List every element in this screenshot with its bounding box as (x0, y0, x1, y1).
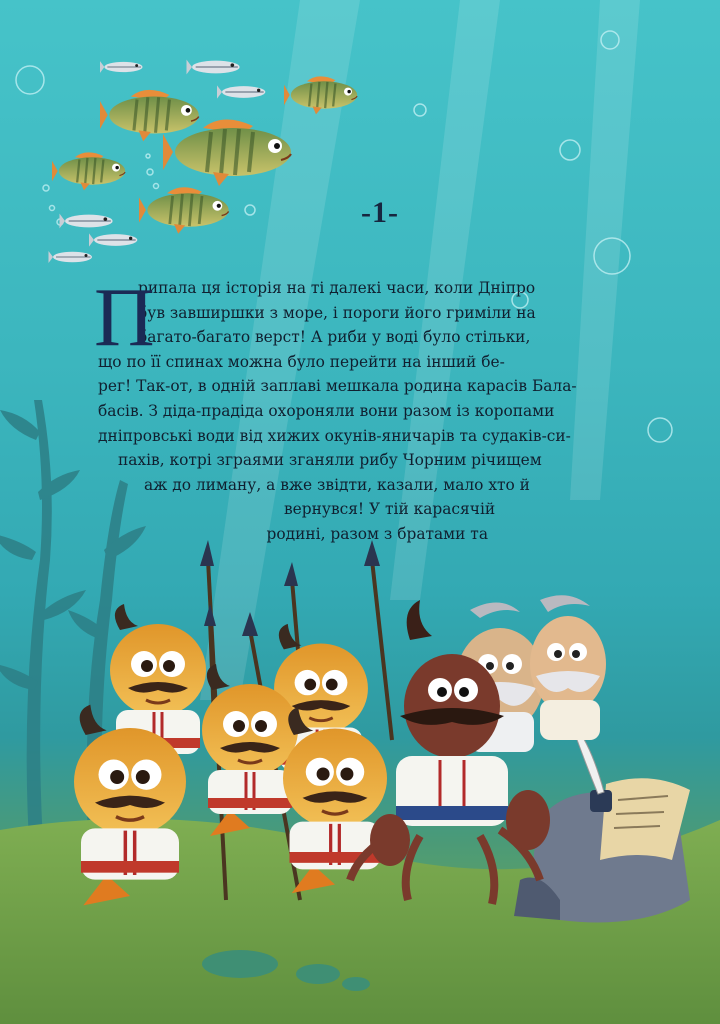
drop-cap: П (94, 271, 155, 364)
perch-fish-icon (139, 187, 229, 234)
small-fish-icon (187, 60, 240, 75)
story-text (94, 271, 577, 547)
story-line: вернувся! У тій карасячій (284, 500, 496, 519)
story-line: родині, разом з братами та (266, 524, 488, 543)
story-line: басів. З діда-прадіда охороняли вони разом із коропами (98, 401, 555, 420)
story-line: був завширшки з море, і пороги його гриміли на (138, 303, 536, 322)
story-line: багато-багато верст! А риби у воді було стільки, (138, 328, 531, 347)
small-fish-icon (60, 214, 113, 229)
perch-fish-icon (100, 90, 199, 141)
story-line: рег! Так-от, в одній заплаві мешкала родина карасів Бала- (98, 377, 577, 396)
small-fish-icon (217, 85, 265, 98)
story-line: рипала ця історія на ті далекі часи, коли Дніпро (138, 279, 536, 297)
chapter-number: -1- (361, 196, 399, 229)
small-fish-icon (89, 233, 137, 246)
perch-fish-icon (163, 119, 291, 186)
story-line: пахів, котрі зграями зганяли рибу Чорним річищем (118, 451, 542, 470)
small-fish-icon (100, 61, 143, 73)
perch-fish-icon (52, 152, 125, 190)
story-line: аж до лиману, а вже звідти, казали, мало хто й (144, 475, 530, 494)
story-line: дніпровські води від хижих окунів-яничарів та судаків-си- (98, 426, 571, 445)
story-line: що по її спинах можна було перейти на інший бе- (98, 352, 505, 371)
small-fish-icon (49, 251, 93, 263)
